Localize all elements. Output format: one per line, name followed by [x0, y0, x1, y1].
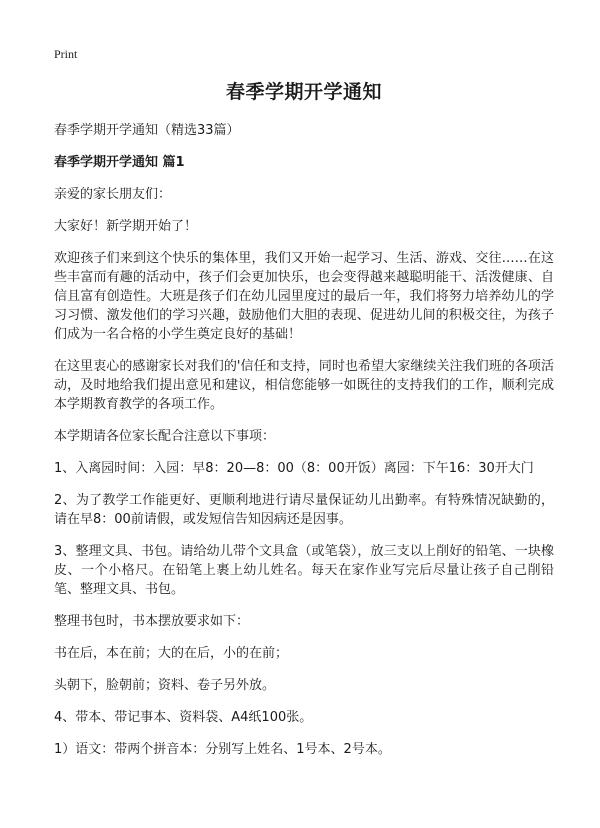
document-title: 春季学期开学通知 — [225, 81, 382, 103]
notice-item-1: 1、入离园时间：入园：早8：20—8：00（8：00开饭）离园：下午16：30开大门 — [54, 461, 534, 476]
document-subtitle: 春季学期开学通知（精选33篇） — [54, 123, 240, 138]
section-heading: 春季学期开学通知 篇1 — [54, 155, 185, 170]
print-link[interactable]: Print — [54, 47, 78, 61]
bag-rule-1: 书在后，本在前；大的在后，小的在前； — [54, 646, 289, 661]
notice-intro: 本学期请各位家长配合注意以下事项： — [54, 429, 276, 444]
notice-item-3: 3、整理文具、书包。请给幼儿带个文具盒（或笔袋），放三支以上削好的铅笔、一块橡皮、一个小格尺。在铅笔上裹上幼儿姓名。每天在家作业写完后尽量让孩子自己削铅笔、整理文具、书包。 — [54, 544, 554, 597]
notice-item-4: 4、带本、带记事本、资料袋、A4纸100张。 — [54, 710, 313, 725]
bag-rules-intro: 整理书包时，书本摆放要求如下： — [54, 614, 250, 629]
notice-item-4-1: 1）语文：带两个拼音本：分别写上姓名、1号本、2号本。 — [54, 742, 391, 757]
bag-rule-2: 头朝下，脸朝前；资料、卷子另外放。 — [54, 678, 276, 693]
thanks-paragraph: 在这里衷心的感谢家长对我们的'信任和支持，同时也希望大家继续关注我们班的各项活动，及时地给我们提出意见和建议，相信您能够一如既往的支持我们的工作，顺利完成本学期教育教学的各项工作。 — [54, 359, 554, 412]
notice-item-2: 2、为了教学工作能更好、更顺利地进行请尽量保证幼儿出勤率。有特殊情况缺勤的，请在早8：00前请假，或发短信告知因病还是因事。 — [54, 493, 554, 527]
opening-line: 大家好！新学期开始了！ — [54, 219, 198, 234]
document-body — [54, 80, 554, 772]
welcome-paragraph: 欢迎孩子们来到这个快乐的集体里，我们又开始一起学习、生活、游戏、交往……在这些丰富而有趣的活动中，孩子们会更加快乐，也会变得越来越聪明能干、活泼健康、自信且富有创造性。大班是孩子们在幼儿园里度过的最后一年，我们将努力培养幼儿的学习习惯、激发他们的学习兴趣，鼓励他们大胆的表现、促进幼儿间的积极交往，为孩子们成为一名合格的小学生奠定良好的基础！ — [54, 251, 554, 342]
greeting: 亲爱的家长朋友们： — [54, 187, 172, 202]
